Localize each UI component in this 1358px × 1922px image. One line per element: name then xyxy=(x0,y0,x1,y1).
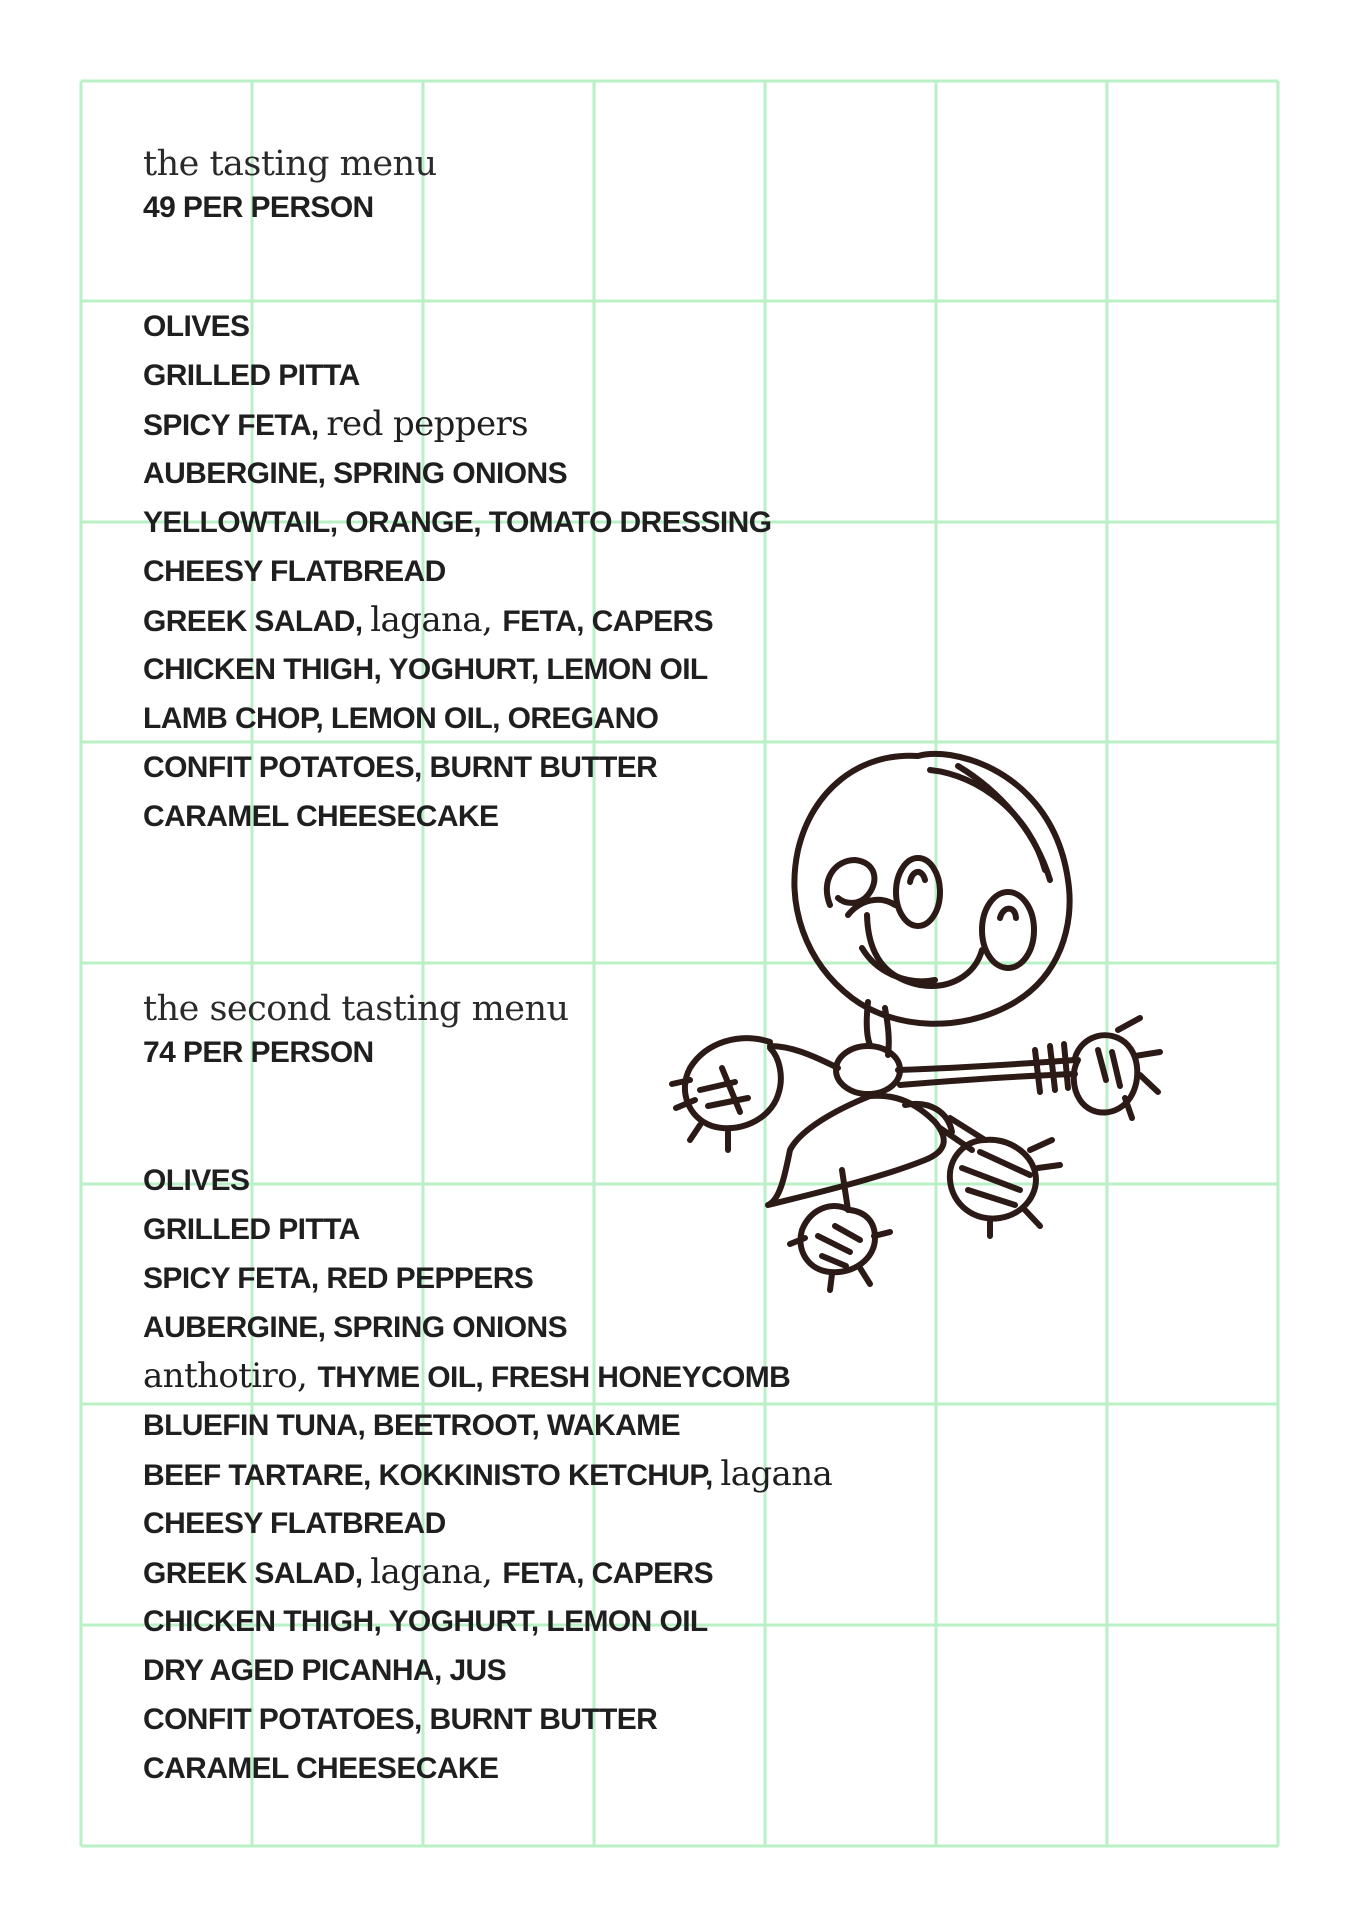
menu-item xyxy=(143,596,771,645)
menu-item-text: SPICY FETA, RED PEPPERS xyxy=(143,1262,534,1295)
menu-item xyxy=(143,302,771,351)
menu-item-text: BLUEFIN TUNA, BEETROOT, WAKAME xyxy=(143,1409,680,1442)
menu-item xyxy=(143,743,771,792)
menu-item-text: OLIVES xyxy=(143,1164,250,1197)
menu-item-serif-text: lagana, xyxy=(370,1552,503,1592)
menu-item xyxy=(143,1499,832,1548)
tasting-menu-header xyxy=(143,142,437,230)
menu-item xyxy=(143,1303,832,1352)
menu-item xyxy=(143,449,771,498)
menu-item-text: GREEK SALAD, xyxy=(143,605,371,638)
menu-item-text: GREEK SALAD, xyxy=(143,1557,371,1590)
menu-item xyxy=(143,1450,832,1499)
menu-item-text: AUBERGINE, SPRING ONIONS xyxy=(143,1311,567,1344)
menu-item-text: FETA, CAPERS xyxy=(502,1557,713,1590)
menu-title: the tasting menu xyxy=(143,144,437,184)
menu-item-serif-text: anthotiro, xyxy=(143,1356,318,1396)
menu-item-text: CONFIT POTATOES, BURNT BUTTER xyxy=(143,751,658,784)
menu-item xyxy=(143,1695,832,1744)
menu-item-text: CARAMEL CHEESECAKE xyxy=(143,1752,499,1785)
menu-price: 74 PER PERSON xyxy=(143,1036,374,1069)
menu-item xyxy=(143,645,771,694)
menu-item-text: CHICKEN THIGH, YOGHURT, LEMON OIL xyxy=(143,1605,708,1638)
menu-item-serif-text: lagana, xyxy=(370,600,503,640)
menu-item-text: YELLOWTAIL, ORANGE, TOMATO DRESSING xyxy=(143,506,772,539)
menu-item xyxy=(143,498,771,547)
tasting-menu-items xyxy=(143,302,771,841)
menu-item xyxy=(143,1205,832,1254)
menu-item-text: SPICY FETA, xyxy=(143,409,327,442)
menu-item-text: CHICKEN THIGH, YOGHURT, LEMON OIL xyxy=(143,653,708,686)
menu-item-text: GRILLED PITTA xyxy=(143,359,360,392)
menu-item-text: CHEESY FLATBREAD xyxy=(143,555,446,588)
menu-item-text: CHEESY FLATBREAD xyxy=(143,1507,446,1540)
menu-item-text: DRY AGED PICANHA, JUS xyxy=(143,1654,507,1687)
menu-item-text: CARAMEL CHEESECAKE xyxy=(143,800,499,833)
menu-item-text: FETA, CAPERS xyxy=(502,605,713,638)
menu-item xyxy=(143,694,771,743)
menu-item xyxy=(143,351,771,400)
menu-item xyxy=(143,1401,832,1450)
menu-title: the second tasting menu xyxy=(143,989,569,1029)
menu-item-text: LAMB CHOP, LEMON OIL, OREGANO xyxy=(143,702,659,735)
menu-item xyxy=(143,792,771,841)
menu-item-text: GRILLED PITTA xyxy=(143,1213,360,1246)
menu-item xyxy=(143,1254,832,1303)
menu-item-text: THYME OIL, FRESH HONEYCOMB xyxy=(317,1361,791,1394)
second-tasting-menu-items xyxy=(143,1156,832,1793)
menu-price: 49 PER PERSON xyxy=(143,191,374,224)
menu-item xyxy=(143,547,771,596)
menu-item-text: CONFIT POTATOES, BURNT BUTTER xyxy=(143,1703,658,1736)
menu-item-text: BEEF TARTARE, KOKKINISTO KETCHUP, xyxy=(143,1459,721,1492)
menu-item xyxy=(143,1646,832,1695)
menu-item xyxy=(143,1156,832,1205)
menu-item xyxy=(143,400,771,449)
second-tasting-menu-header xyxy=(143,987,569,1075)
menu-item-text: AUBERGINE, SPRING ONIONS xyxy=(143,457,567,490)
menu-item-serif-text: red peppers xyxy=(326,404,528,444)
menu-item xyxy=(143,1744,832,1793)
menu-item-serif-text: lagana xyxy=(720,1454,833,1494)
menu-item xyxy=(143,1352,832,1401)
menu-item-text: OLIVES xyxy=(143,310,250,343)
menu-item xyxy=(143,1597,832,1646)
menu-item xyxy=(143,1548,832,1597)
